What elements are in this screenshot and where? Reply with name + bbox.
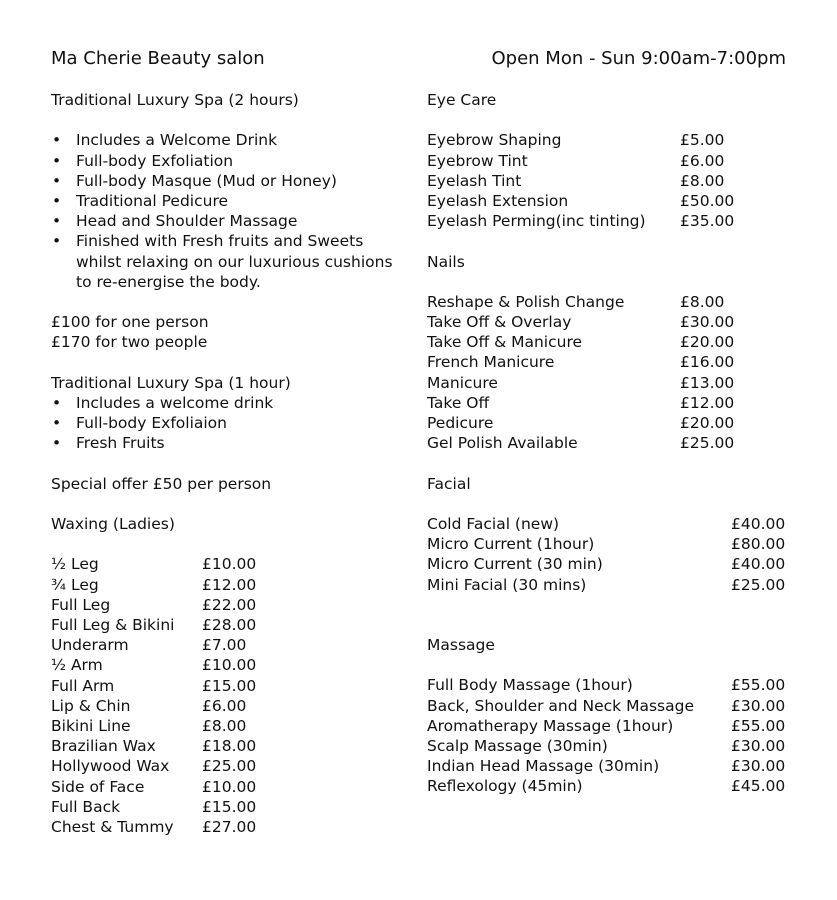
price-row bbox=[427, 312, 807, 332]
list-item: • Includes a Welcome Drink bbox=[51, 130, 411, 150]
price-row bbox=[427, 736, 807, 756]
nails-price-list bbox=[427, 292, 807, 454]
service-name: Side of Face bbox=[51, 777, 145, 796]
price-row bbox=[427, 575, 807, 595]
service-price: £25.00 bbox=[731, 575, 786, 594]
price-row bbox=[427, 514, 807, 534]
price-row bbox=[427, 130, 807, 150]
service-price: £6.00 bbox=[202, 696, 247, 715]
list-item: • Fresh Fruits bbox=[51, 433, 411, 453]
service-name: Bikini Line bbox=[51, 716, 131, 735]
price-row bbox=[427, 171, 807, 191]
service-price: £27.00 bbox=[202, 817, 257, 836]
service-name: Eyebrow Shaping bbox=[427, 131, 562, 150]
service-price: £12.00 bbox=[680, 393, 735, 412]
service-name: ¾ Leg bbox=[51, 575, 99, 594]
service-price: £20.00 bbox=[680, 333, 735, 352]
list-item: • Includes a welcome drink bbox=[51, 393, 411, 413]
price-row bbox=[427, 776, 807, 796]
service-price: £55.00 bbox=[731, 716, 786, 735]
service-price: £55.00 bbox=[731, 676, 786, 695]
service-price: £8.00 bbox=[680, 292, 725, 311]
service-price: £25.00 bbox=[202, 757, 257, 776]
service-name: Eyelash Perming(inc tinting) bbox=[427, 212, 646, 231]
price-row bbox=[427, 534, 807, 554]
price-row bbox=[427, 211, 807, 231]
price-row bbox=[51, 676, 411, 696]
service-price: £80.00 bbox=[731, 535, 786, 554]
service-name: Back, Shoulder and Neck Massage bbox=[427, 696, 694, 715]
service-price: £15.00 bbox=[202, 676, 257, 695]
spa-2h-title: Traditional Luxury Spa (2 hours) bbox=[51, 91, 299, 109]
service-name: Hollywood Wax bbox=[51, 757, 170, 776]
service-price: £30.00 bbox=[731, 696, 786, 715]
spa-2h-list bbox=[51, 130, 411, 292]
eye-care-price-list bbox=[427, 130, 807, 231]
service-price: £25.00 bbox=[680, 434, 735, 453]
price-row bbox=[427, 675, 807, 695]
service-price: £10.00 bbox=[202, 656, 257, 675]
list-item: • Traditional Pedicure bbox=[51, 191, 411, 211]
service-name: Take Off bbox=[427, 393, 490, 412]
service-price: £5.00 bbox=[680, 131, 725, 150]
service-name: Full Body Massage (1hour) bbox=[427, 676, 633, 695]
service-name: Full Leg bbox=[51, 595, 111, 614]
special-offer: Special offer £50 per person bbox=[51, 474, 272, 493]
service-price: £20.00 bbox=[680, 414, 735, 432]
price-row bbox=[51, 696, 411, 716]
service-name: Eyebrow Tint bbox=[427, 151, 528, 170]
price-row bbox=[51, 756, 411, 776]
left-column bbox=[51, 90, 411, 837]
price-row bbox=[427, 413, 807, 433]
service-name: Aromatherapy Massage (1hour) bbox=[427, 716, 674, 735]
list-item: • Head and Shoulder Massage bbox=[51, 211, 411, 231]
service-price: £7.00 bbox=[202, 636, 247, 655]
service-name: Scalp Massage (30min) bbox=[427, 737, 608, 755]
service-name: Chest & Tummy bbox=[51, 817, 174, 836]
price-row bbox=[51, 635, 411, 655]
price-row bbox=[51, 615, 411, 635]
spa-1h-list bbox=[51, 393, 411, 454]
service-name: Indian Head Massage (30min) bbox=[427, 757, 660, 776]
service-name: Mini Facial (30 mins) bbox=[427, 575, 587, 594]
price-row bbox=[427, 433, 807, 453]
service-name: Cold Facial (new) bbox=[427, 514, 560, 533]
service-price: £40.00 bbox=[731, 555, 786, 574]
right-column bbox=[427, 90, 807, 797]
service-name: Reshape & Polish Change bbox=[427, 292, 625, 311]
service-price: £10.00 bbox=[202, 555, 257, 574]
spa-2h-price-two: £170 for two people bbox=[51, 333, 208, 352]
price-row bbox=[427, 151, 807, 171]
spa-2h-price-one: £100 for one person bbox=[51, 313, 209, 332]
service-price: £50.00 bbox=[680, 191, 735, 210]
service-price: £40.00 bbox=[731, 514, 786, 533]
service-price: £12.00 bbox=[202, 575, 257, 594]
service-price: £6.00 bbox=[680, 151, 725, 170]
service-price: £30.00 bbox=[680, 313, 735, 332]
service-name: Eyelash Tint bbox=[427, 171, 522, 190]
price-row bbox=[427, 716, 807, 736]
waxing-price-list bbox=[51, 554, 411, 837]
service-price: £35.00 bbox=[680, 212, 735, 231]
service-price: £22.00 bbox=[202, 595, 257, 614]
price-row bbox=[51, 797, 411, 817]
price-row bbox=[427, 393, 807, 413]
price-row bbox=[427, 191, 807, 211]
price-row bbox=[51, 575, 411, 595]
service-name: French Manicure bbox=[427, 353, 555, 372]
service-price: £30.00 bbox=[731, 737, 786, 755]
service-price: £10.00 bbox=[202, 777, 257, 796]
service-price: £15.00 bbox=[202, 797, 257, 816]
salon-name: Ma Cherie Beauty salon bbox=[51, 48, 265, 69]
price-row bbox=[51, 595, 411, 615]
service-name: Take Off & Manicure bbox=[427, 333, 583, 352]
price-row bbox=[427, 292, 807, 312]
price-row bbox=[51, 554, 411, 574]
service-price: £8.00 bbox=[202, 716, 247, 735]
service-name: ½ Leg bbox=[51, 555, 99, 574]
service-name: Reflexology (45min) bbox=[427, 777, 583, 796]
service-price: £13.00 bbox=[680, 373, 735, 392]
list-item: • Full-body Exfoliaion bbox=[51, 413, 411, 433]
price-row bbox=[427, 352, 807, 372]
price-row bbox=[51, 655, 411, 675]
nails-title: Nails bbox=[427, 252, 465, 271]
price-row bbox=[51, 736, 411, 756]
price-row bbox=[51, 817, 411, 837]
facial-price-list bbox=[427, 514, 807, 595]
massage-price-list bbox=[427, 675, 807, 796]
price-row bbox=[427, 696, 807, 716]
service-name: Pedicure bbox=[427, 414, 494, 432]
price-row bbox=[427, 554, 807, 574]
service-name: Manicure bbox=[427, 373, 498, 392]
service-price: £30.00 bbox=[731, 757, 786, 776]
price-row bbox=[427, 332, 807, 352]
list-item: • Full-body Masque (Mud or Honey) bbox=[51, 171, 411, 191]
service-name: Full Back bbox=[51, 797, 121, 816]
service-name: Underarm bbox=[51, 636, 129, 655]
spa-1h-title: Traditional Luxury Spa (1 hour) bbox=[51, 373, 291, 392]
service-name: Lip & Chin bbox=[51, 696, 131, 715]
opening-hours: Open Mon - Sun 9:00am-7:00pm bbox=[491, 48, 786, 69]
service-price: £18.00 bbox=[202, 737, 257, 756]
price-row bbox=[427, 373, 807, 393]
waxing-title: Waxing (Ladies) bbox=[51, 515, 175, 534]
price-row bbox=[51, 777, 411, 797]
price-row bbox=[51, 716, 411, 736]
list-item: • Full-body Exfoliation bbox=[51, 151, 411, 171]
service-name: Micro Current (1hour) bbox=[427, 535, 595, 554]
service-price: £28.00 bbox=[202, 616, 257, 635]
list-item: • Finished with Fresh fruits and Sweets whilst relaxing on our luxurious cushions to re-energise the body. bbox=[51, 231, 411, 292]
massage-title: Massage bbox=[427, 636, 495, 655]
facial-title: Facial bbox=[427, 474, 471, 493]
service-price: £8.00 bbox=[680, 171, 725, 190]
price-row bbox=[427, 756, 807, 776]
service-price: £45.00 bbox=[731, 777, 786, 796]
service-name: ½ Arm bbox=[51, 656, 103, 675]
eye-care-title: Eye Care bbox=[427, 91, 497, 109]
service-name: Take Off & Overlay bbox=[427, 313, 572, 332]
service-name: Eyelash Extension bbox=[427, 191, 569, 210]
service-name: Full Arm bbox=[51, 676, 115, 695]
service-price: £16.00 bbox=[680, 353, 735, 372]
service-name: Brazilian Wax bbox=[51, 737, 156, 756]
service-name: Micro Current (30 min) bbox=[427, 555, 603, 574]
service-name: Full Leg & Bikini bbox=[51, 616, 175, 635]
service-name: Gel Polish Available bbox=[427, 434, 578, 453]
